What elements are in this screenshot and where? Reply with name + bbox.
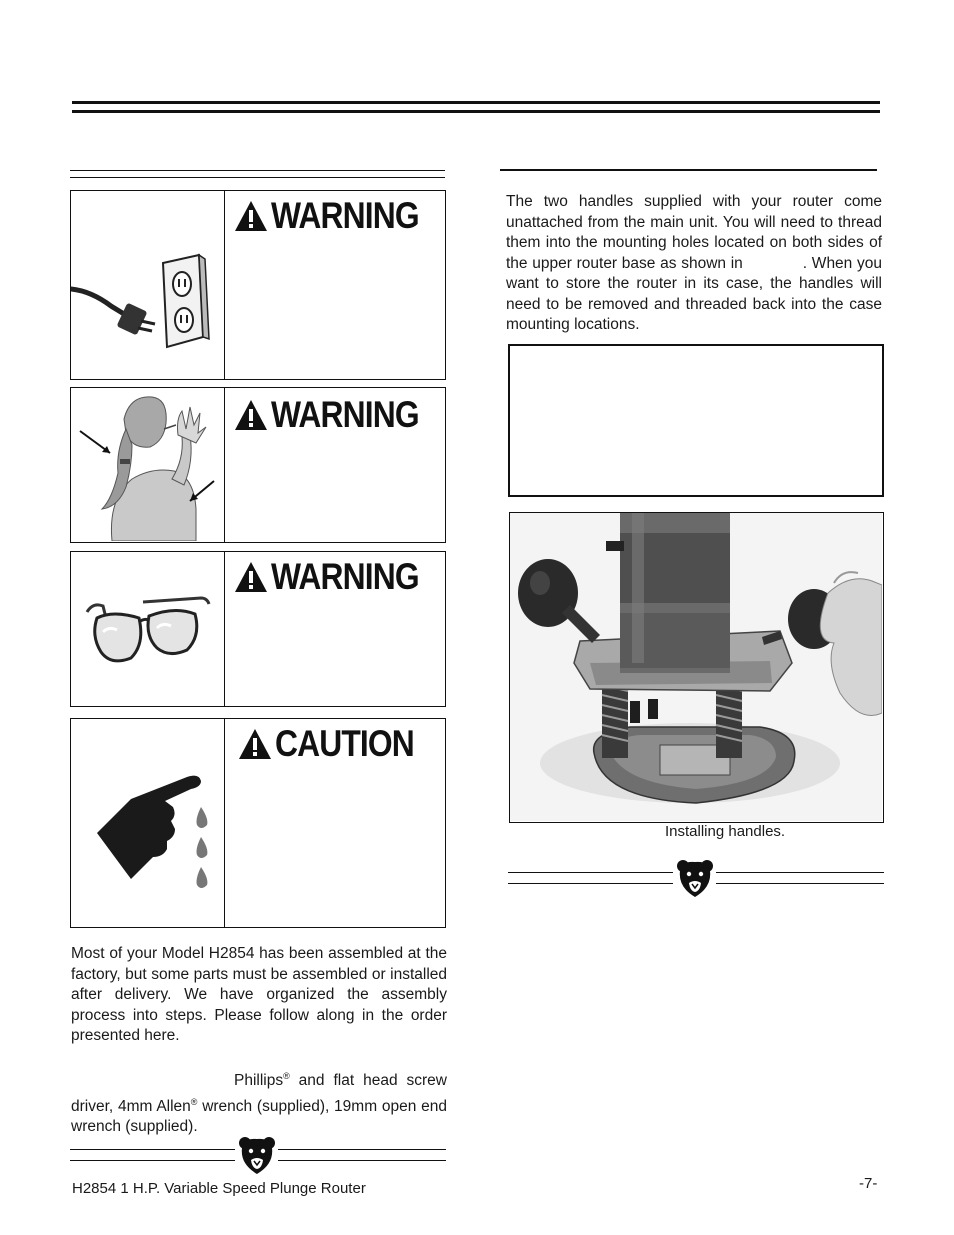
warning-box-electrical	[70, 190, 446, 380]
tools-part1: and flat head screw driver, 4mm Allen	[71, 1072, 447, 1115]
right-bottom-rule-top-right	[716, 872, 884, 873]
warning-triangle-icon	[237, 727, 273, 761]
warning-label: WARNING	[271, 394, 419, 435]
registered-mark: ®	[190, 1096, 198, 1107]
safety-glasses-illustration	[83, 592, 213, 677]
handles-part2: . When you want to store the router in its case, the handles will need to be removed and threaded back into the case mounting locations.	[506, 254, 883, 333]
warning-sign	[233, 558, 443, 595]
footer-model: H2854 1 H.P. Variable Speed Plunge Router	[72, 1180, 366, 1197]
left-bottom-rule-top	[70, 1149, 235, 1150]
hand-drops-illustration	[91, 769, 216, 894]
right-bottom-rule-top	[508, 872, 673, 873]
figure-caption: Installing handles.	[665, 823, 786, 840]
warning-sign	[233, 197, 443, 234]
page-number: -7-	[859, 1175, 878, 1192]
plug-outlet-illustration	[71, 251, 221, 366]
left-section-rule-bottom	[70, 177, 445, 178]
header-rule-bottom	[72, 110, 880, 113]
caution-sign	[237, 725, 437, 762]
warning-sign	[233, 396, 443, 433]
bear-logo-icon	[676, 859, 714, 904]
right-section-rule	[500, 169, 877, 171]
warning-label: WARNING	[271, 195, 419, 236]
header-rule-top	[72, 101, 880, 104]
caution-box-hazard	[70, 718, 446, 928]
warning-triangle-icon	[233, 560, 269, 594]
bear-logo-icon	[238, 1136, 276, 1181]
warning-box-divider	[224, 552, 225, 706]
registered-mark: ®	[283, 1071, 290, 1081]
tools-phillips: Phillips	[234, 1072, 284, 1090]
warning-box-divider	[224, 191, 225, 379]
caution-label: CAUTION	[275, 723, 414, 764]
person-ponytail-illustration	[72, 389, 223, 546]
warning-box-eye-protection	[70, 551, 446, 707]
warning-triangle-icon	[233, 398, 269, 432]
caution-box-divider	[224, 719, 225, 927]
right-bottom-rule-bottom-right	[716, 883, 884, 884]
left-bottom-rule-top-right	[278, 1149, 446, 1150]
warning-box-entanglement	[70, 387, 446, 543]
note-box	[508, 344, 884, 497]
warning-label: WARNING	[271, 556, 419, 597]
tools-part2: wrench (supplied), 19mm open end wrench (supplied).	[71, 1097, 447, 1136]
tools-needed-text	[71, 1066, 447, 1138]
left-bottom-rule-bottom	[70, 1160, 235, 1161]
assembly-intro-text: Most of your Model H2854 has been assembled at the factory, but some parts must be assembled or installed after delivery. We have organized the assembly process into steps. Please follow along in the order presented here.	[71, 945, 447, 1044]
handles-part1: The two handles supplied with your router come unattached from the main unit. You will need to thread them into the mounting holes located on both sides of the upper router base as shown in	[506, 193, 882, 272]
handles-text	[506, 192, 882, 336]
warning-triangle-icon	[233, 199, 269, 233]
left-section-rule-top	[70, 170, 445, 171]
left-bottom-rule-bottom-right	[278, 1160, 446, 1161]
router-handles-photo	[509, 512, 884, 823]
right-bottom-rule-bottom	[508, 883, 673, 884]
warning-box-divider	[224, 388, 225, 542]
